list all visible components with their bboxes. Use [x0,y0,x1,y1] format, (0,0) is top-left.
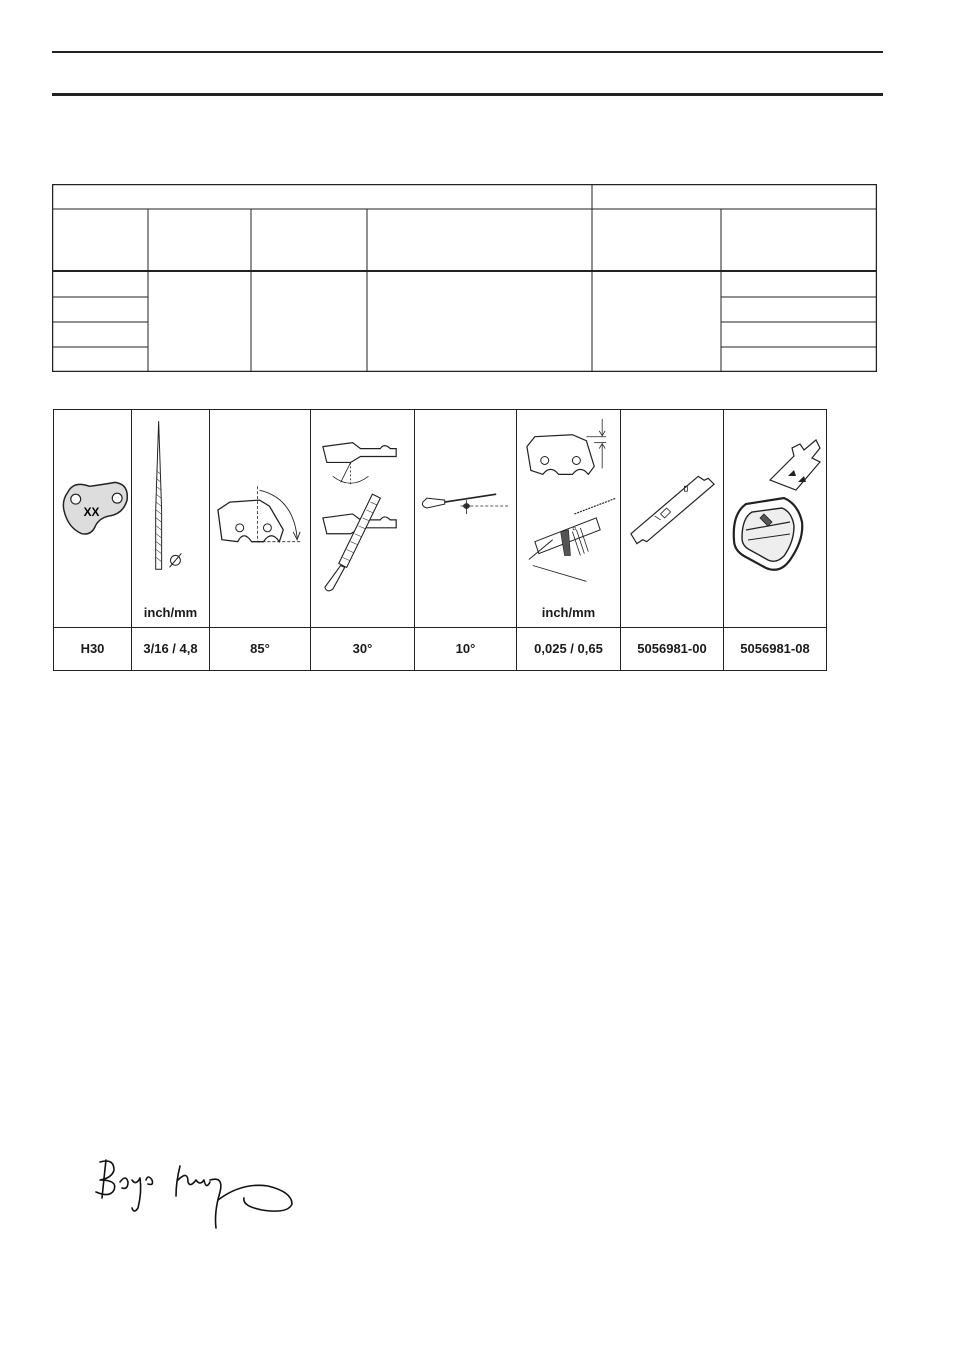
depth-gauge-unit: inch/mm [541,605,596,620]
depth-gauge-tool-part: 5056981-00 [637,641,707,656]
chain-link-marking: XX [83,504,100,519]
depth-gauge-icon [517,410,620,610]
col-chain-code [54,410,132,670]
file-tilt-icon [415,410,516,610]
col-file-tilt-angle [415,410,517,670]
round-file-icon [132,410,209,610]
file-diameter-unit: inch/mm [143,605,198,620]
depth-gauge-value: 0,025 / 0,65 [534,641,603,656]
spec-table [52,184,877,372]
filing-angle-value: 30° [352,641,373,656]
chain-code-value: H30 [80,641,105,656]
file-holder-part: 5056981-08 [740,641,810,656]
depth-gauge-tool-icon [621,410,723,610]
filing-angle-icon [311,410,414,610]
file-tilt-angle-value: 10° [455,641,476,656]
top-plate-angle-value: 85° [250,641,270,656]
svg-text:Ω: Ω [572,526,577,532]
col-filing-angle [311,410,415,670]
file-diameter-value: 3/16 / 4,8 [143,641,198,656]
header-rule-bottom [52,93,883,96]
col-file-holder [724,410,826,670]
col-top-plate-angle [210,410,311,670]
sharpening-table [53,409,827,671]
col-depth-gauge-tool [621,410,724,670]
col-depth-gauge [517,410,621,670]
chain-link-xx-icon [54,410,131,610]
header-rule-top [52,51,883,53]
col-file-diameter [132,410,210,670]
cutter-angle-icon [210,410,310,610]
file-holder-icon [724,410,826,610]
signature [92,1152,302,1232]
